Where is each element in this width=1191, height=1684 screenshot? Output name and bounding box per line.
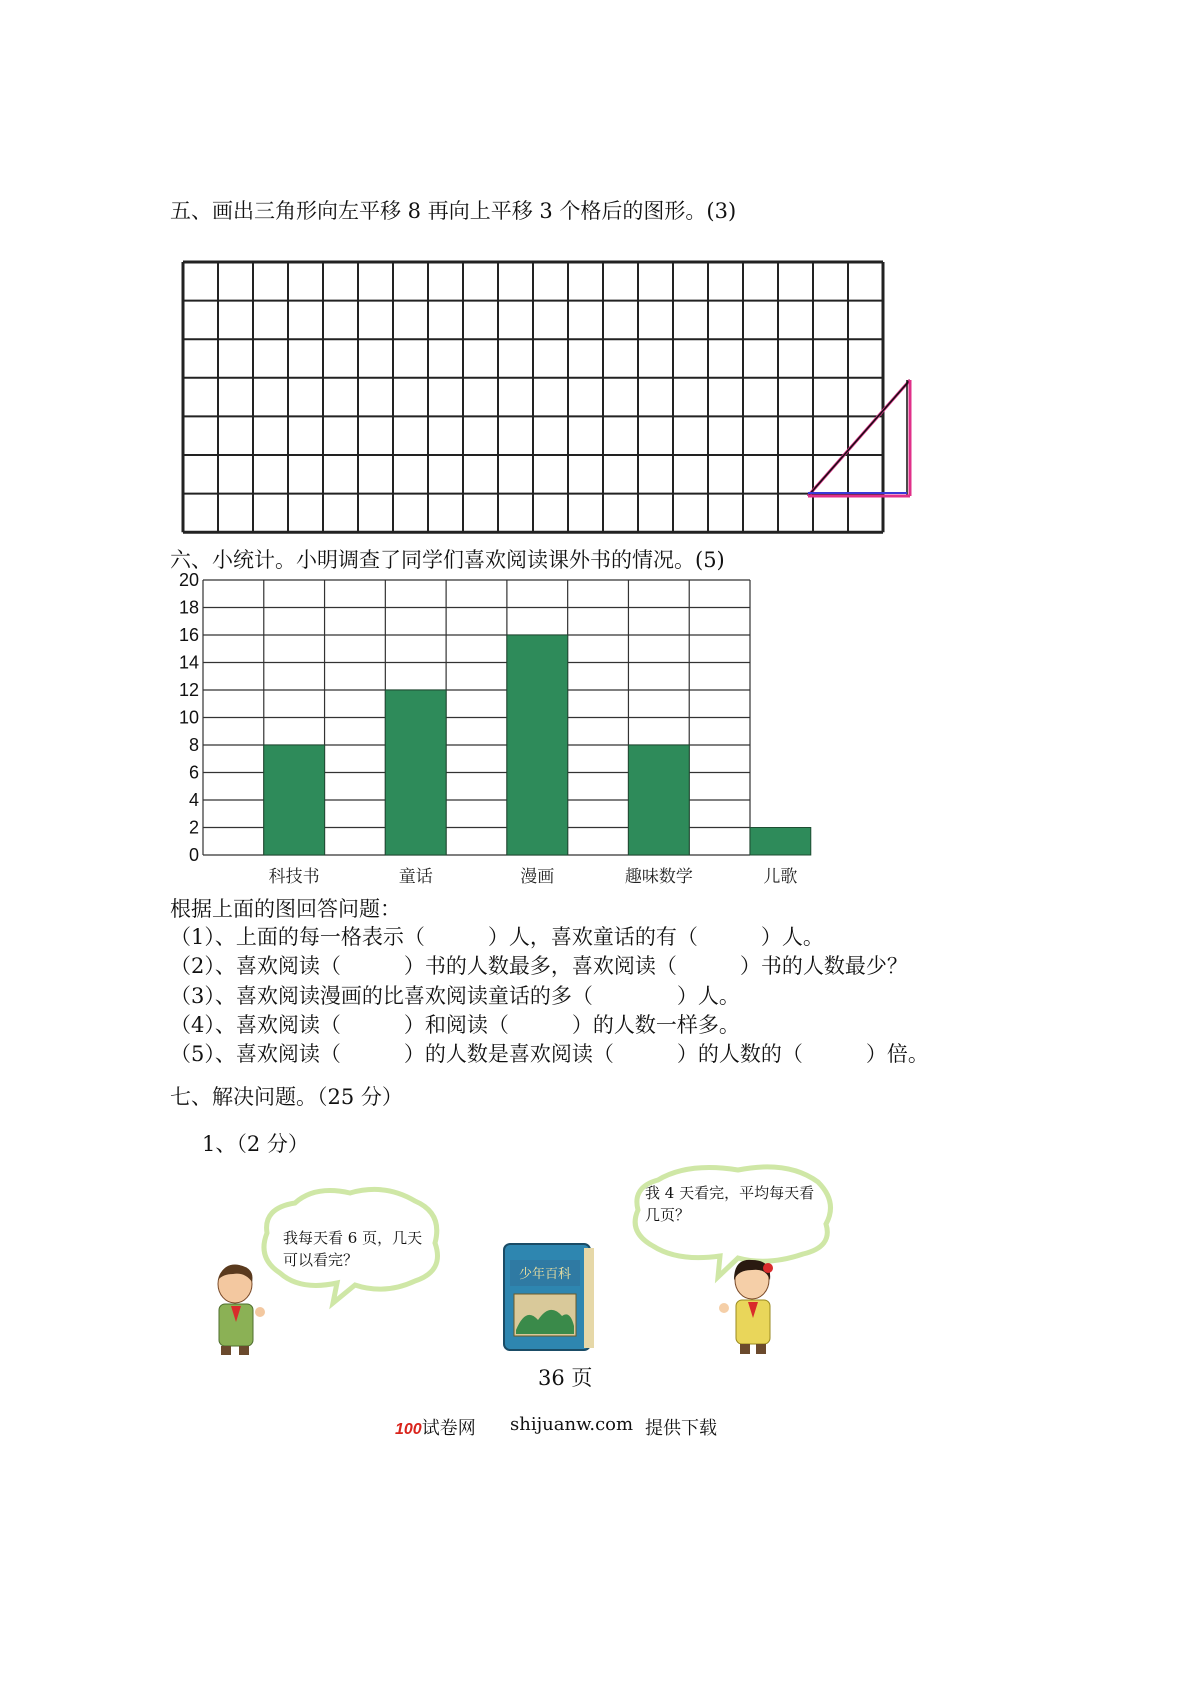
- chart-y-tick-label: 14: [178, 652, 199, 673]
- chart-y-tick-label: 2: [188, 817, 199, 838]
- question-4: （4）、喜欢阅读（ ）和阅读（ ）的人数一样多。: [170, 1013, 740, 1037]
- footer-domain: shijuanw.com: [510, 1414, 634, 1435]
- question-5: （5）、喜欢阅读（ ）的人数是喜欢阅读（ ）的人数的（ ）倍。: [170, 1042, 929, 1066]
- chart-y-tick-label: 6: [188, 762, 199, 783]
- question-3: （3）、喜欢阅读漫画的比喜欢阅读童话的多（ ）人。: [170, 984, 740, 1008]
- chart-bar: [750, 828, 811, 856]
- footer-site-name: 试卷网: [421, 1418, 476, 1439]
- problem1-label: 1、（2 分）: [202, 1132, 309, 1156]
- chart-y-tick-label: 16: [178, 625, 199, 645]
- chart-category-label: 科技书: [268, 867, 320, 887]
- chart-y-tick-label: 10: [178, 707, 199, 728]
- chart-y-tick-label: 20: [178, 570, 199, 590]
- chart-y-tick-label: 8: [188, 735, 199, 755]
- footer-logo: 100: [395, 1421, 422, 1438]
- section6-title: 六、小统计。小明调查了同学们喜欢阅读课外书的情况。(5): [170, 548, 725, 572]
- chart-bar: [507, 635, 568, 855]
- chart-y-tick-label: 0: [188, 845, 199, 865]
- translation-grid: [170, 250, 900, 540]
- section5-title: 五、画出三角形向左平移 8 再向上平移 3 个格后的图形。(3): [170, 199, 737, 223]
- chart-y-tick-label: 18: [178, 597, 199, 618]
- triangle: [808, 380, 910, 496]
- reading-bar-chart: [170, 570, 798, 890]
- girl-illustration: [710, 1258, 782, 1358]
- section7-title: 七、解决问题。（25 分）: [170, 1085, 403, 1109]
- chart-bar: [385, 690, 446, 855]
- chart-category-label: 漫画: [520, 867, 555, 887]
- book-title: 少年百科: [518, 1267, 572, 1282]
- girl-speech-text: 我 4 天看完，平均每天看几页？: [645, 1184, 815, 1224]
- chart-y-tick-label: 4: [188, 790, 199, 810]
- book-pages: 36 页: [538, 1366, 593, 1390]
- question-2: （2）、喜欢阅读（ ）书的人数最多，喜欢阅读（ ）书的人数最少？: [170, 954, 908, 978]
- footer: [395, 1414, 476, 1440]
- question-1: （1）、上面的每一格表示（ ）人，喜欢童话的有（ ）人。: [170, 925, 824, 949]
- triangle-hypotenuse: [808, 380, 910, 496]
- boy-speech-text: 我每天看 6 页，几天可以看完？: [283, 1229, 423, 1269]
- chart-bar: [628, 745, 689, 855]
- grid-lines: [183, 262, 883, 532]
- boy-illustration: [205, 1262, 275, 1357]
- chart-category-label: 童话: [398, 867, 433, 887]
- chart-category-label: 儿歌: [763, 867, 798, 887]
- chart-bar: [264, 745, 325, 855]
- book-illustration: [500, 1240, 600, 1355]
- footer-note: 提供下载: [645, 1418, 717, 1439]
- chart-y-tick-label: 12: [178, 680, 199, 700]
- chart-categories: [269, 867, 798, 887]
- questions-heading: 根据上面的图回答问题：: [170, 897, 401, 921]
- chart-y-ticks: [179, 570, 199, 865]
- chart-category-label: 趣味数学: [624, 867, 693, 887]
